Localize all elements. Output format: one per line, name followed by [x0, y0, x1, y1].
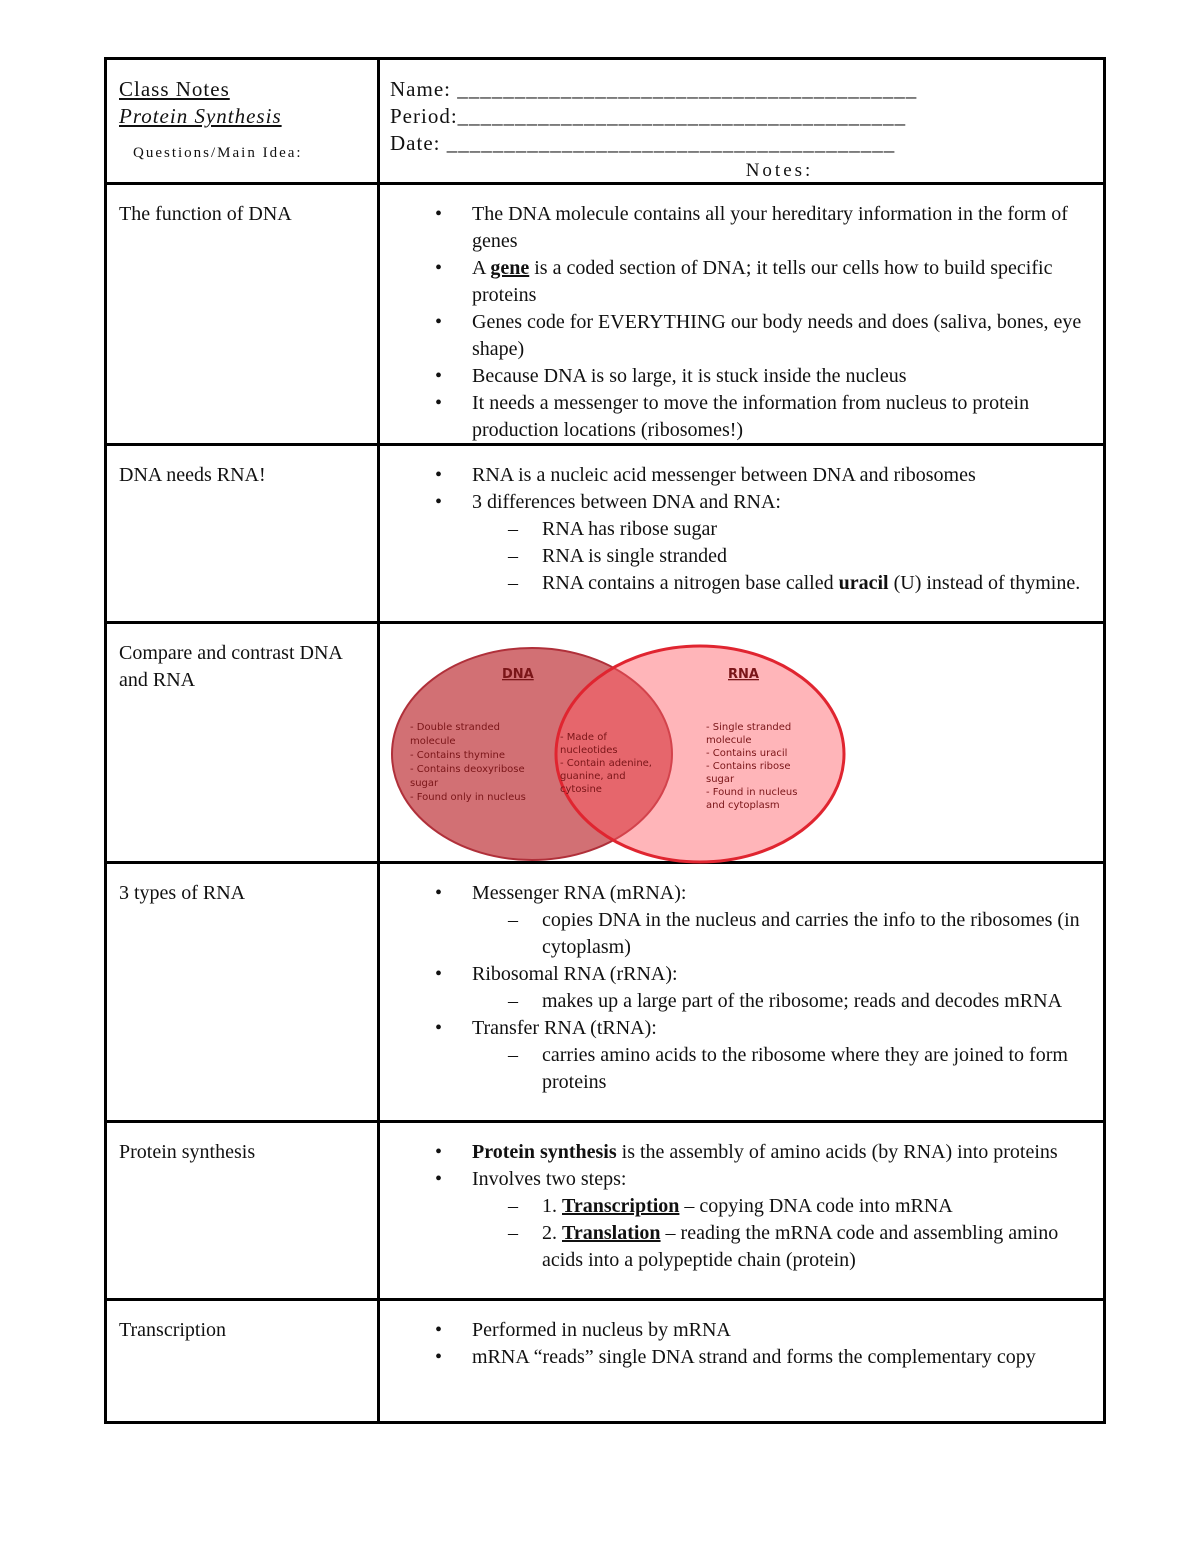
rna-item: molecule [706, 735, 752, 746]
text-span: 1. [542, 1195, 562, 1217]
text-span: 3 differences between DNA and RNA: [472, 491, 781, 513]
text-span: Transfer RNA (tRNA): [472, 1017, 657, 1039]
row-protein-synthesis [107, 1123, 1103, 1301]
term-gene: gene [490, 257, 530, 279]
rna-item: and cytoplasm [706, 800, 780, 811]
notes-label: Notes: [745, 160, 814, 181]
shared-item: - Made of [560, 732, 607, 743]
list-item: • Genes code for EVERYTHING our body needs and does (saliva, bones, eye shape) [390, 309, 1089, 363]
shared-item: nucleotides [560, 745, 618, 756]
dna-item: - Found only in nucleus [410, 792, 526, 803]
dna-item: molecule [410, 736, 456, 747]
page-title: Protein Synthesis [119, 104, 282, 128]
topic-label: 3 types of RNA [119, 882, 246, 904]
rna-item: - Single stranded [706, 722, 792, 733]
notes-sheet [104, 57, 1106, 1424]
dna-title: DNA [502, 667, 534, 682]
list-item: • Because DNA is so large, it is stuck inside the nucleus [390, 363, 1089, 390]
questions-label: Questions/Main Idea: [133, 145, 303, 161]
row-transcription [107, 1301, 1103, 1421]
shared-item: - Contain adenine, [560, 758, 652, 769]
text-span: Involves two steps: [472, 1168, 627, 1190]
column-divider [377, 864, 380, 1120]
column-divider [377, 60, 380, 182]
text-span: Messenger RNA (mRNA): [472, 882, 687, 904]
text-span: 2. [542, 1222, 562, 1244]
shared-item: guanine, and [560, 771, 626, 782]
sub-list-item [472, 1220, 1089, 1274]
list-item [390, 255, 1089, 309]
date-field[interactable]: Date: _______________________________________ [390, 131, 896, 155]
text-span: – reading the mRNA code and assembling amino acids into a polypeptide chain (protein) [542, 1222, 1059, 1271]
name-field[interactable]: Name: ________________________________________ [390, 77, 918, 101]
text-span: Ribosomal RNA (rRNA): [472, 963, 678, 985]
column-divider [377, 1301, 380, 1421]
list-item: • The DNA molecule contains all your hereditary information in the form of genes [390, 201, 1089, 255]
text-span: is the assembly of amino acids (by RNA) into proteins [616, 1141, 1058, 1163]
list-item: • RNA is a nucleic acid messenger between DNA and ribosomes [390, 462, 1089, 489]
column-divider [377, 624, 380, 861]
column-divider [377, 446, 380, 621]
notes-cell [390, 1139, 1089, 1274]
rna-item: - Contains ribose [706, 761, 791, 772]
row-dna-needs-rna [107, 446, 1103, 624]
header-row [107, 60, 1103, 185]
notes-cell [390, 462, 1089, 597]
rna-item: - Found in nucleus [706, 787, 798, 798]
column-divider [377, 185, 380, 443]
sub-list-item: – RNA is single stranded [472, 543, 1089, 570]
sub-list-item: – RNA has ribose sugar [472, 516, 1089, 543]
dna-item: - Contains thymine [410, 750, 505, 761]
rna-item: sugar [706, 774, 735, 785]
header-right [390, 76, 1089, 184]
sub-list-item: – carries amino acids to the ribosome where they are joined to form proteins [472, 1042, 1089, 1096]
row-compare-contrast [107, 624, 1103, 864]
topic-label: Transcription [119, 1319, 227, 1341]
row-function-of-dna [107, 185, 1103, 446]
sub-list-item [472, 570, 1089, 597]
dna-item: - Contains deoxyribose [410, 764, 525, 775]
venn-diagram [390, 644, 860, 864]
text-span: A [472, 257, 491, 279]
term-protein-synthesis: Protein synthesis [472, 1141, 617, 1163]
list-item [390, 1015, 1089, 1096]
header-left [119, 76, 303, 167]
dna-item: - Double stranded [410, 722, 500, 733]
sub-list-item [472, 1193, 1089, 1220]
rna-item: - Contains uracil [706, 748, 788, 759]
list-item [390, 961, 1089, 1015]
dna-item: sugar [410, 778, 439, 789]
row-types-of-rna [107, 864, 1103, 1123]
term-translation: Translation [562, 1222, 661, 1244]
notes-cell [390, 880, 1089, 1096]
rna-title: RNA [728, 667, 759, 682]
sub-list-item: – makes up a large part of the ribosome; reads and decodes mRNA [472, 988, 1089, 1015]
column-divider [377, 1123, 380, 1298]
topic-label: Protein synthesis [119, 1141, 256, 1163]
text-span: – copying DNA code into mRNA [679, 1195, 953, 1217]
list-item: • mRNA “reads” single DNA strand and forms the complementary copy [390, 1344, 1089, 1371]
list-item [390, 489, 1089, 597]
notes-cell [390, 1317, 1089, 1371]
text-span: is a coded section of DNA; it tells our cells how to build specific proteins [472, 257, 1053, 306]
list-item [390, 1139, 1089, 1166]
list-item: • Performed in nucleus by mRNA [390, 1317, 1089, 1344]
text-span: (U) instead of thymine. [888, 572, 1081, 594]
text-span: RNA contains a nitrogen base called [542, 572, 839, 594]
list-item [390, 1166, 1089, 1274]
period-field[interactable]: Period:_______________________________________ [390, 104, 907, 128]
topic-label: DNA needs RNA! [119, 464, 266, 486]
term-uracil: uracil [838, 572, 889, 594]
sub-list-item: – copies DNA in the nucleus and carries the info to the ribosomes (in cytoplasm) [472, 907, 1089, 961]
notes-cell [390, 201, 1089, 444]
shared-item: cytosine [560, 784, 602, 795]
class-notes-label: Class Notes [119, 77, 230, 101]
list-item [390, 880, 1089, 961]
list-item: • It needs a messenger to move the information from nucleus to protein production locations (ribosomes!) [390, 390, 1089, 444]
topic-label: Compare and contrast DNA and RNA [119, 642, 342, 691]
topic-label: The function of DNA [119, 203, 292, 225]
term-transcription: Transcription [562, 1195, 680, 1217]
